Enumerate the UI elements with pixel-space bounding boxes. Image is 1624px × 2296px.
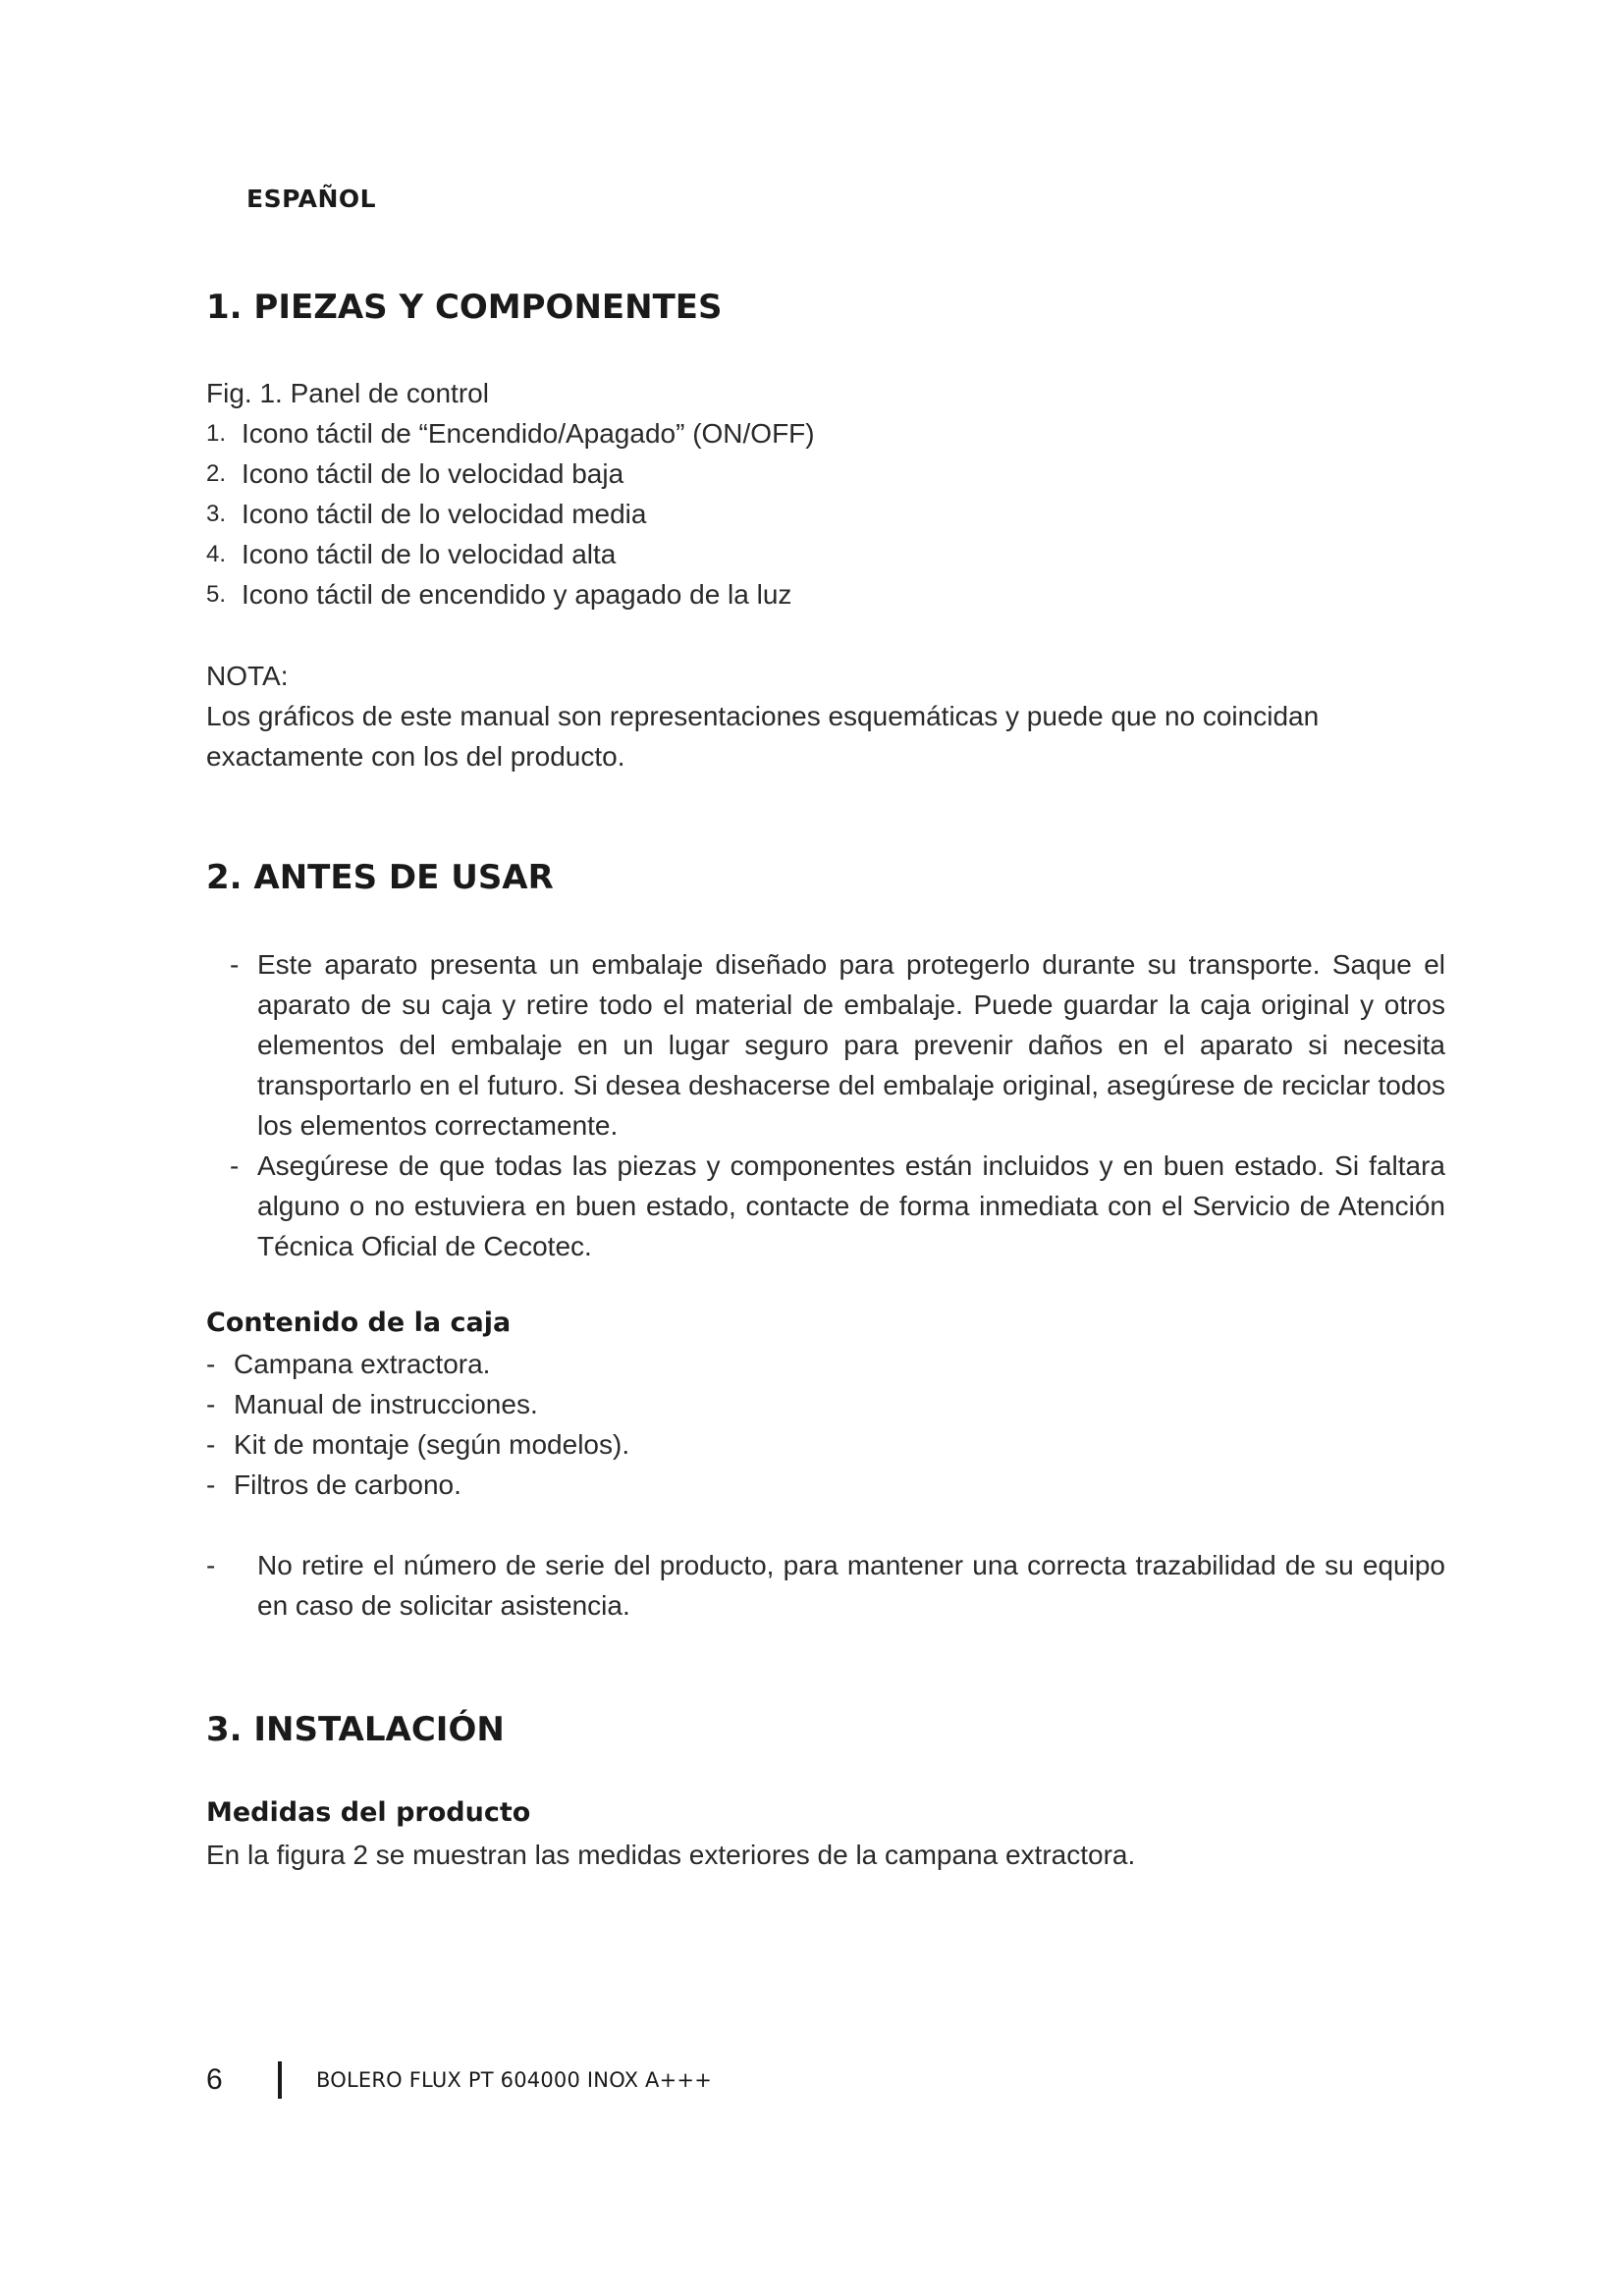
list-item xyxy=(206,1344,629,1384)
list-item-text: Kit de montaje (según modelos). xyxy=(234,1429,630,1460)
components-list xyxy=(206,413,815,614)
list-item xyxy=(206,413,815,454)
list-item xyxy=(206,494,815,534)
list-item-text: Icono táctil de lo velocidad baja xyxy=(242,458,624,489)
serial-number-note xyxy=(206,1545,1445,1626)
language-label: ESPAÑOL xyxy=(246,185,377,213)
list-item-number: 2. xyxy=(206,460,227,487)
box-contents-list xyxy=(206,1344,629,1505)
figure-caption: Fig. 1. Panel de control xyxy=(206,378,489,408)
list-item-text: Manual de instrucciones. xyxy=(234,1389,538,1419)
list-item xyxy=(206,944,1445,1146)
list-item-number: 5. xyxy=(206,581,227,608)
product-dimensions-title: Medidas del producto xyxy=(206,1797,531,1828)
box-contents-title: Contenido de la caja xyxy=(206,1308,512,1338)
product-dimensions-text: En la figura 2 se muestran las medidas exteriores de la campana extractora. xyxy=(206,1840,1136,1870)
list-item-text: No retire el número de serie del producto, para mantener una correcta trazabilidad de su equipo en caso de solicitar asistencia. xyxy=(257,1550,1445,1621)
list-item-text: Filtros de carbono. xyxy=(234,1469,461,1500)
section-2-title: 2. ANTES DE USAR xyxy=(206,858,554,897)
bullet-dash: - xyxy=(230,1150,240,1181)
list-item xyxy=(206,1424,629,1465)
list-item xyxy=(206,1384,629,1424)
list-item-number: 3. xyxy=(206,501,227,527)
note-label: NOTA: xyxy=(206,661,289,691)
list-item-text: Campana extractora. xyxy=(234,1349,491,1379)
list-item xyxy=(206,534,815,574)
footer-model-name: BOLERO FLUX PT 604000 INOX A+++ xyxy=(316,2068,713,2092)
bullet-dash: - xyxy=(206,1469,216,1500)
list-item xyxy=(206,1545,1445,1626)
list-item xyxy=(206,1146,1445,1266)
bullet-dash: - xyxy=(206,1429,216,1460)
list-item xyxy=(206,454,815,494)
note-text: Los gráficos de este manual son representaciones esquemáticas y puede que no coincidan exactamente con los del producto. xyxy=(206,701,1320,772)
list-item-number: 1. xyxy=(206,420,227,447)
list-item-text: Icono táctil de lo velocidad media xyxy=(242,499,647,529)
list-item-text: Icono táctil de encendido y apagado de la luz xyxy=(242,579,792,610)
section-1-title: 1. PIEZAS Y COMPONENTES xyxy=(206,288,723,327)
list-item xyxy=(206,1465,629,1505)
list-item-text: Icono táctil de lo velocidad alta xyxy=(242,539,617,569)
section-3-title: 3. INSTALACIÓN xyxy=(206,1710,505,1749)
list-item xyxy=(206,574,815,614)
before-use-list xyxy=(206,944,1445,1266)
list-item-text: Este aparato presenta un embalaje diseñado para protegerlo durante su transporte. Saque el aparato de su caja y retire todo el material de embalaje. Puede guardar la caja original y otros elementos del embalaje en un lugar seguro para prevenir daños en el aparato si necesita transportarlo en el futuro. Si desea deshacerse del embalaje original, asegúrese de reciclar todos los elementos correctamente. xyxy=(257,949,1445,1141)
bullet-dash: - xyxy=(230,949,240,980)
page-number: 6 xyxy=(206,2063,223,2096)
bullet-dash: - xyxy=(206,1349,216,1379)
footer-divider xyxy=(278,2061,282,2099)
bullet-dash: - xyxy=(206,1389,216,1419)
list-item-text: Icono táctil de “Encendido/Apagado” (ON/OFF) xyxy=(242,418,815,449)
list-item-text: Asegúrese de que todas las piezas y componentes están incluidos y en buen estado. Si faltara alguno o no estuviera en buen estado, contacte de forma inmediata con el Servicio de Atención Técnica Oficial de Cecotec. xyxy=(257,1150,1445,1261)
bullet-dash: - xyxy=(206,1550,216,1580)
list-item-number: 4. xyxy=(206,541,227,567)
